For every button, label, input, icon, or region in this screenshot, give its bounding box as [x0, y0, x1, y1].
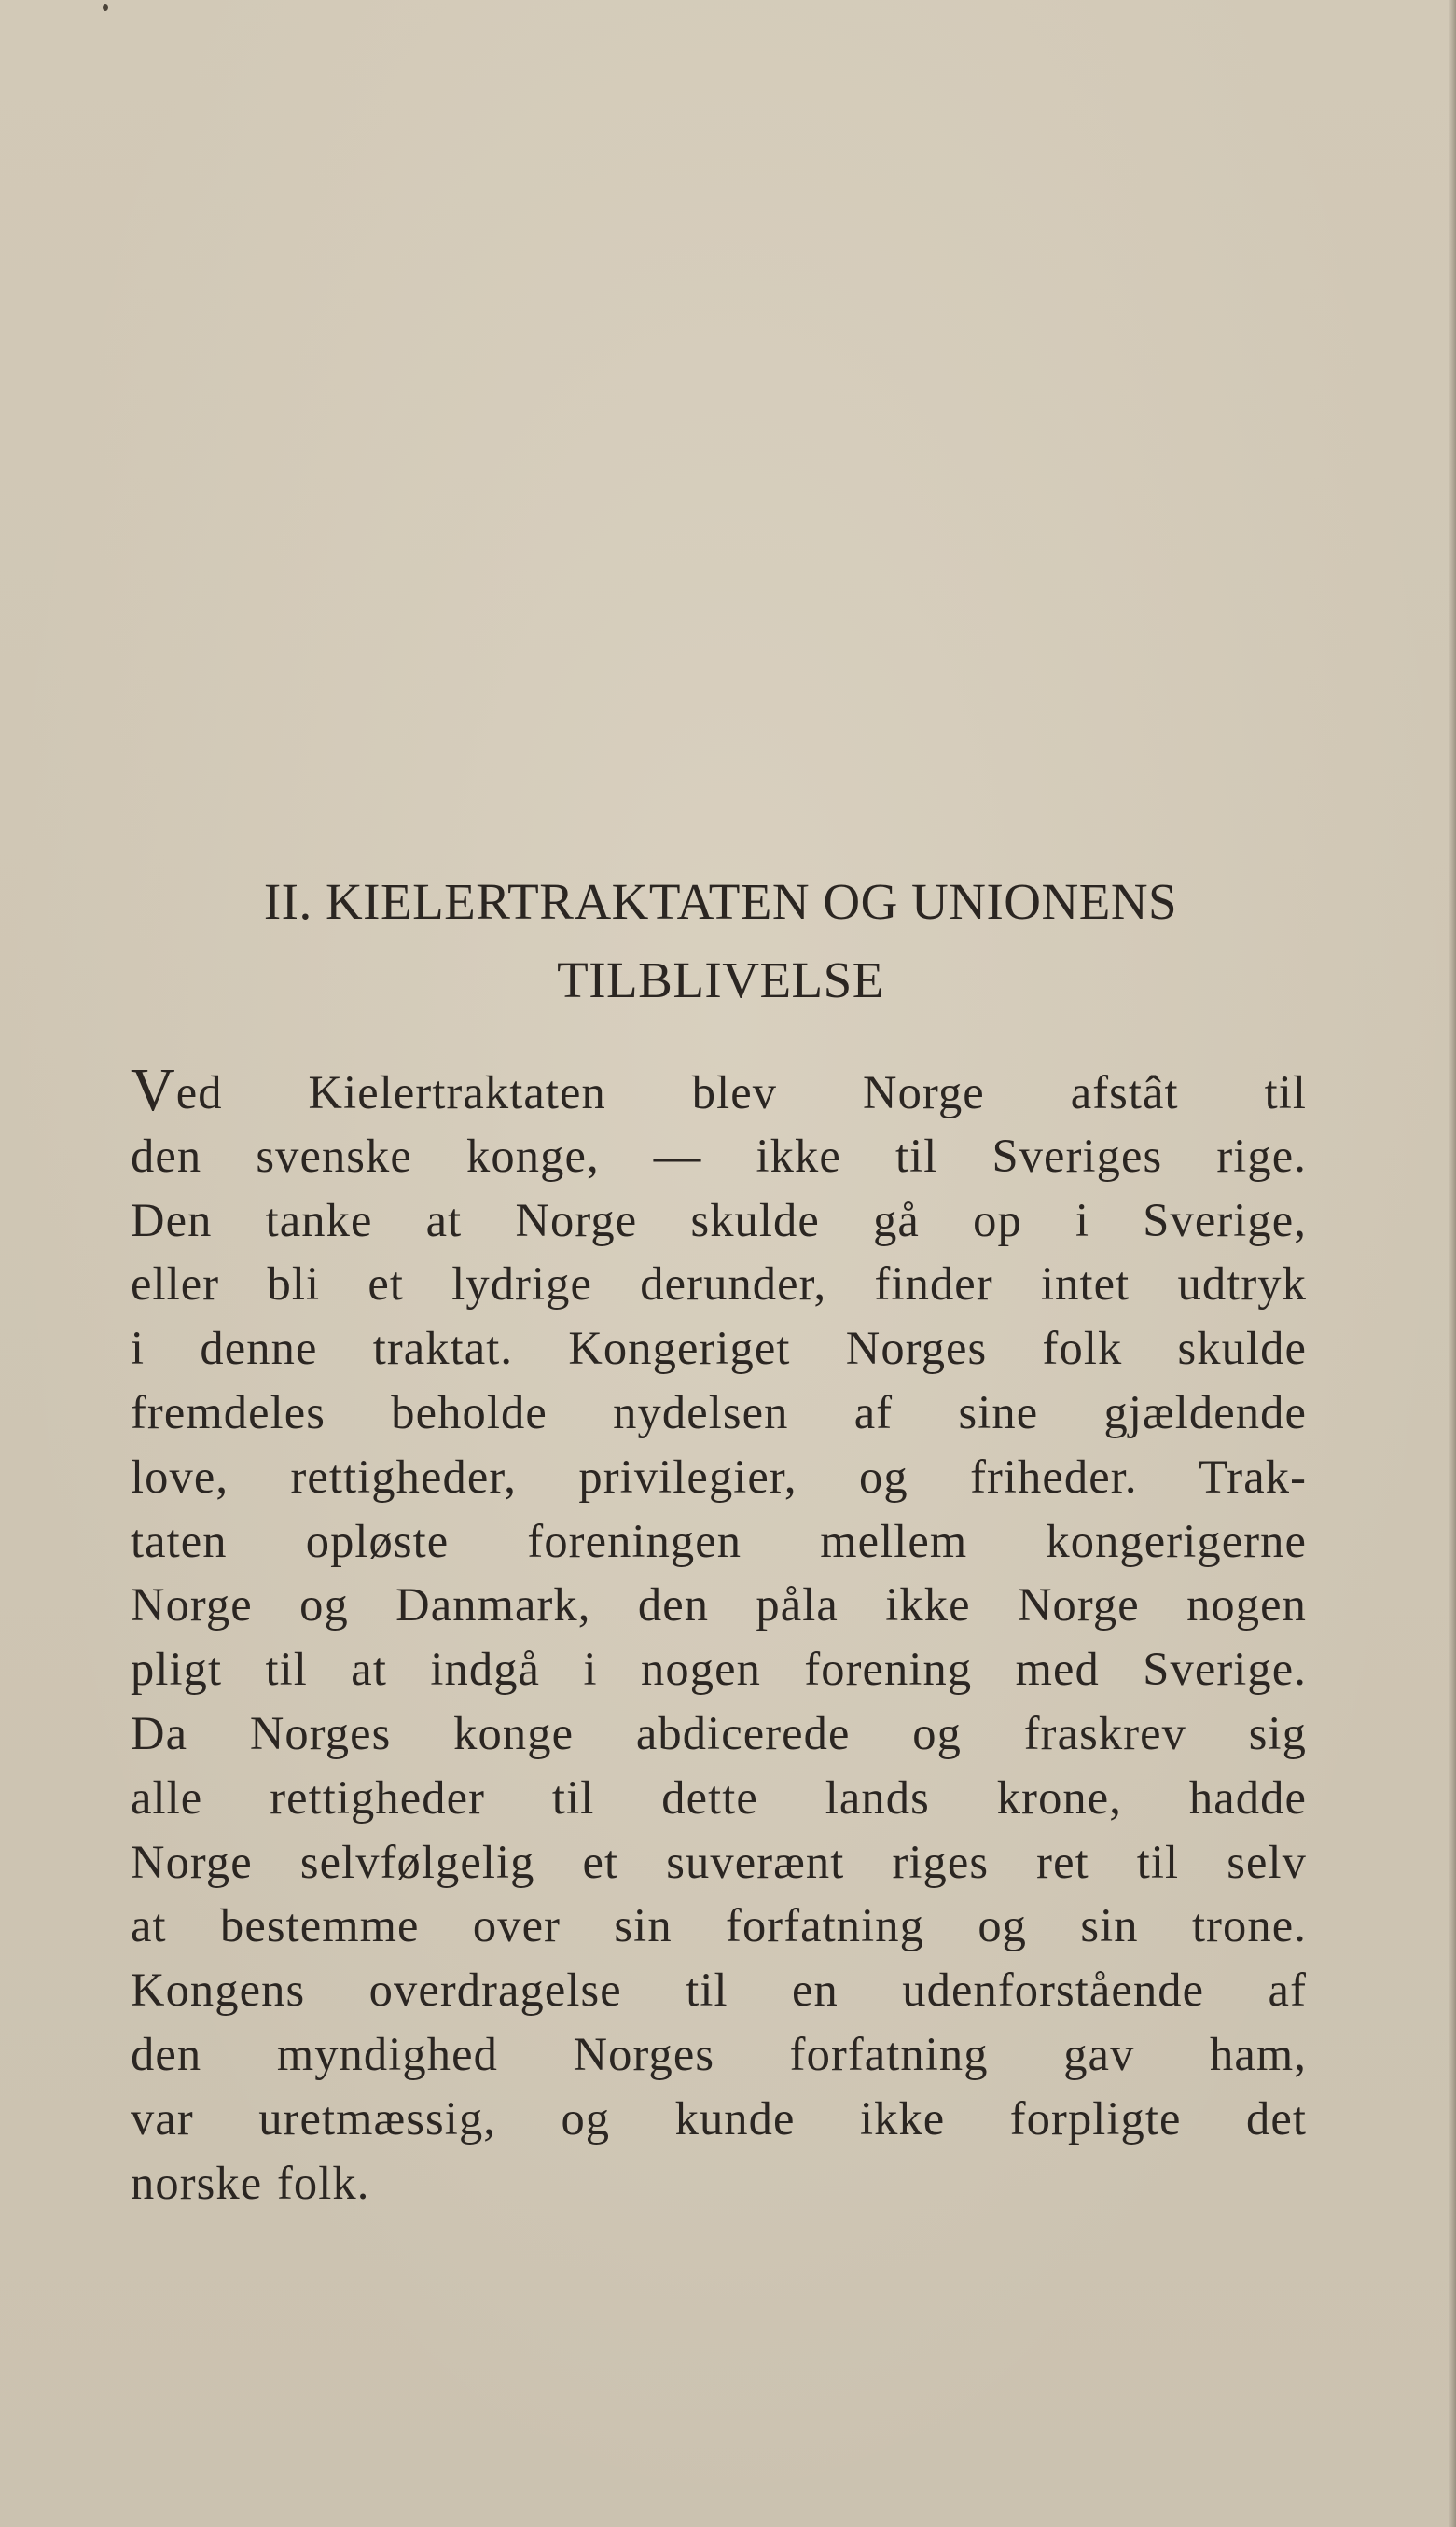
text-line-8: taten opløste foreningen mellem kongerigerne: [131, 1514, 1307, 1567]
text-line-2: den svenske konge, — ikke til Sveriges rige.: [131, 1129, 1307, 1182]
page-edge-shadow: [1449, 0, 1456, 2527]
text-line-6: fremdeles beholde nydelsen af sine gjældende: [131, 1385, 1307, 1438]
text-line-9: Norge og Danmark, den påla ikke Norge nogen: [131, 1578, 1307, 1631]
text-line-5: i denne traktat. Kongeriget Norges folk skulde: [131, 1322, 1307, 1375]
text-line-14: at bestemme over sin forfatning og sin trone.: [131, 1899, 1307, 1952]
chapter-title-line-2: TILBLIVELSE: [557, 951, 884, 1008]
chapter-title-line-1: II. KIELERTRAKTATEN OG UNIONENS: [263, 873, 1178, 930]
text-line-3: Den tanke at Norge skulde gå op i Sverige,: [131, 1193, 1307, 1246]
text-line-10: pligt til at indgå i nogen forening med Sverige.: [131, 1643, 1307, 1696]
text-line-1-rest: ed Kielertraktaten blev Norge afstât til: [175, 1066, 1307, 1118]
body-paragraph: [131, 1060, 1307, 2215]
text-line-16: den myndighed Norges forfatning gav ham,: [131, 2027, 1307, 2080]
text-line-7: love, rettigheder, privilegier, og friheder. Trak-: [131, 1450, 1307, 1503]
text-line-12: alle rettigheder til dette lands krone, hadde: [131, 1770, 1307, 1824]
paper-speck: [103, 4, 108, 11]
text-line-15: Kongens overdragelse til en udenforstående af: [131, 1964, 1307, 2017]
text-line-13: Norge selvfølgelig et suverænt riges ret til selv: [131, 1835, 1307, 1888]
text-line-4: eller bli et lydrige derunder, finder intet udtryk: [131, 1257, 1307, 1311]
text-line-17: var uretmæssig, og kunde ikke forpligte det: [131, 2091, 1307, 2145]
drop-cap: V: [131, 1060, 176, 1124]
text-line-18: norske folk.: [131, 2156, 370, 2209]
text-line-11: Da Norges konge abdicerede og fraskrev sig: [131, 1706, 1307, 1759]
chapter-title: [131, 863, 1310, 1020]
text-line-1: [131, 1060, 1307, 1124]
